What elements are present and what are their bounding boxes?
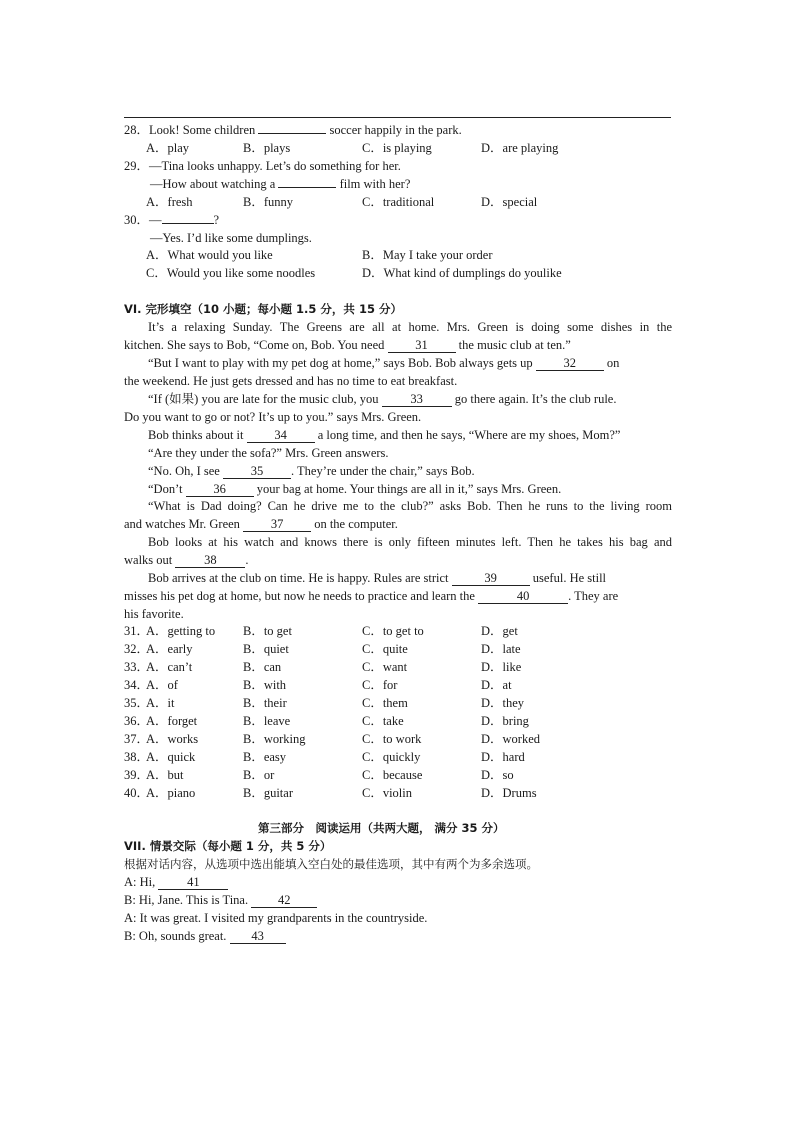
section-7-instruction: 根据对话内容，从选项中选出能填入空白处的最佳选项，其中有两个为多余选项。 [124, 857, 538, 871]
question-29: 29．—Tina looks unhappy. Let’s do something for her. [124, 159, 401, 173]
passage-line: Bob looks at his watch and knows there is only fifteen minutes left. Then he takes his bag and [148, 535, 672, 549]
section-7-heading: VII. 情景交际（每小题 1 分，共 5 分） [124, 839, 332, 853]
passage-line: Do you want to go or not? It’s up to you.” says Mrs. Green. [124, 410, 422, 424]
header-rule [124, 117, 671, 118]
passage-line: “If (如果) you are late for the music club, you 33 go there again. It’s the club rule. [148, 392, 617, 406]
cloze-option-c: C．to work [362, 732, 422, 746]
cloze-option-b: B．their [243, 696, 287, 710]
cloze-option-b: B．working [243, 732, 306, 746]
blank-32: 32 [536, 356, 604, 371]
cloze-option-d: D．worked [481, 732, 541, 746]
cloze-question-number: 40． [124, 786, 150, 800]
blank-38: 38 [175, 553, 245, 568]
passage-line: It’s a relaxing Sunday. The Greens are all at home. Mrs. Green is doing some dishes in the [148, 320, 672, 334]
cloze-option-a: A．getting to [146, 624, 216, 638]
q29-option-b: B．funny [243, 195, 294, 209]
cloze-option-b: B．easy [243, 750, 287, 764]
passage-line: Bob thinks about it 34 a long time, and then he says, “Where are my shoes, Mom?” [148, 428, 621, 442]
blank-36: 36 [186, 482, 254, 497]
dialog-line: B: Hi, Jane. This is Tina. 42 [124, 891, 317, 909]
cloze-option-b: B．guitar [243, 786, 293, 800]
cloze-question-number: 37． [124, 732, 150, 746]
cloze-option-b: B．with [243, 678, 287, 692]
cloze-option-c: C．for [362, 678, 398, 692]
q28-option-b: B．plays [243, 141, 291, 155]
cloze-option-a: A．of [146, 678, 178, 692]
part-3-heading: 第三部分 阅读运用（共两大题， 满分 35 分） [258, 821, 505, 835]
passage-line: misses his pet dog at home, but now he needs to practice and learn the 40 . They are [124, 589, 619, 603]
cloze-option-a: A．works [146, 732, 199, 746]
cloze-option-d: D．hard [481, 750, 525, 764]
blank-30 [162, 223, 214, 224]
blank-35: 35 [223, 464, 291, 479]
cloze-option-c: C．quickly [362, 750, 421, 764]
cloze-option-b: B．quiet [243, 642, 289, 656]
cloze-option-c: C．them [362, 696, 408, 710]
cloze-option-d: D．like [481, 660, 522, 674]
q28-option-d: D．are playing [481, 141, 559, 155]
cloze-option-c: C．to get to [362, 624, 424, 638]
cloze-question-number: 34． [124, 678, 150, 692]
q29-option-d: D．special [481, 195, 538, 209]
passage-line: “Don’t 36 your bag at home. Your things are all in it,” says Mrs. Green. [148, 482, 562, 496]
cloze-option-c: C．violin [362, 786, 413, 800]
passage-line: “Are they under the sofa?” Mrs. Green answers. [148, 446, 389, 460]
cloze-option-d: D．get [481, 624, 518, 638]
passage-line: the weekend. He just gets dressed and has no time to eat breakfast. [124, 374, 458, 388]
cloze-option-d: D．at [481, 678, 512, 692]
cloze-option-b: B．to get [243, 624, 292, 638]
blank-42: 42 [251, 893, 317, 908]
passage-line: “What is Dad doing? Can he drive me to the club?” asks Bob. Then he runs to the living room [148, 499, 672, 513]
cloze-question-number: 39． [124, 768, 150, 782]
blank-33: 33 [382, 392, 452, 407]
cloze-question-number: 31． [124, 624, 150, 638]
passage-line: Bob arrives at the club on time. He is happy. Rules are strict 39 useful. He still [148, 571, 607, 585]
cloze-question-number: 38． [124, 750, 150, 764]
dialog-line: A: Hi, 41 [124, 873, 228, 891]
section-6-heading: VI. 完形填空（10 小题；每小题 1.5 分，共 15 分） [124, 302, 402, 316]
cloze-option-b: B．leave [243, 714, 291, 728]
cloze-option-d: D．Drums [481, 786, 537, 800]
blank-37: 37 [243, 517, 311, 532]
cloze-option-a: A．early [146, 642, 193, 656]
cloze-option-c: C．want [362, 660, 408, 674]
cloze-question-number: 35． [124, 696, 150, 710]
cloze-option-b: B．or [243, 768, 275, 782]
cloze-option-c: C．take [362, 714, 404, 728]
blank-41: 41 [158, 875, 228, 890]
q29-option-c: C．traditional [362, 195, 435, 209]
question-29-line2: —How about watching a film with her? [150, 177, 411, 191]
passage-line: “No. Oh, I see 35 . They’re under the chair,” says Bob. [148, 464, 475, 478]
cloze-question-number: 36． [124, 714, 150, 728]
cloze-option-a: A．quick [146, 750, 196, 764]
blank-34: 34 [247, 428, 315, 443]
cloze-option-a: A．forget [146, 714, 198, 728]
dialog-line: A: It was great. I visited my grandparents in the countryside. [124, 911, 428, 925]
cloze-option-d: D．late [481, 642, 521, 656]
q30-option-a: A．What would you like [146, 248, 273, 262]
passage-line: “But I want to play with my pet dog at home,” says Bob. Bob always gets up 32 on [148, 356, 620, 370]
passage-line: walks out 38 . [124, 553, 249, 567]
q29-option-a: A．fresh [146, 195, 193, 209]
cloze-option-c: C．because [362, 768, 423, 782]
cloze-option-a: A．it [146, 696, 175, 710]
q30-option-d: D．What kind of dumplings do youlike [362, 266, 562, 280]
cloze-option-d: D．so [481, 768, 514, 782]
q30-option-c: C．Would you like some noodles [146, 266, 316, 280]
cloze-option-b: B．can [243, 660, 282, 674]
blank-31: 31 [388, 338, 456, 353]
cloze-option-a: A．but [146, 768, 184, 782]
q28-option-c: C．is playing [362, 141, 432, 155]
cloze-option-d: D．bring [481, 714, 529, 728]
cloze-question-number: 33． [124, 660, 150, 674]
blank-28 [258, 133, 326, 134]
q30-option-b: B．May I take your order [362, 248, 493, 262]
cloze-question-number: 32． [124, 642, 150, 656]
cloze-option-c: C．quite [362, 642, 408, 656]
blank-29 [278, 187, 336, 188]
passage-line: and watches Mr. Green 37 on the computer. [124, 517, 398, 531]
question-30: 30．— ? [124, 213, 220, 227]
question-30-line2: —Yes. I’d like some dumplings. [150, 231, 312, 245]
blank-43: 43 [230, 929, 286, 944]
passage-line: kitchen. She says to Bob, “Come on, Bob. You need 31 the music club at ten.” [124, 338, 571, 352]
blank-39: 39 [452, 571, 530, 586]
passage-line: his favorite. [124, 607, 184, 621]
blank-40: 40 [478, 589, 568, 604]
cloze-option-d: D．they [481, 696, 525, 710]
cloze-option-a: A．can’t [146, 660, 193, 674]
q28-option-a: A．play [146, 141, 190, 155]
question-28: 28．Look! Some children soccer happily in the park. [124, 123, 462, 137]
dialog-line: B: Oh, sounds great. 43 [124, 927, 286, 945]
cloze-option-a: A．piano [146, 786, 196, 800]
